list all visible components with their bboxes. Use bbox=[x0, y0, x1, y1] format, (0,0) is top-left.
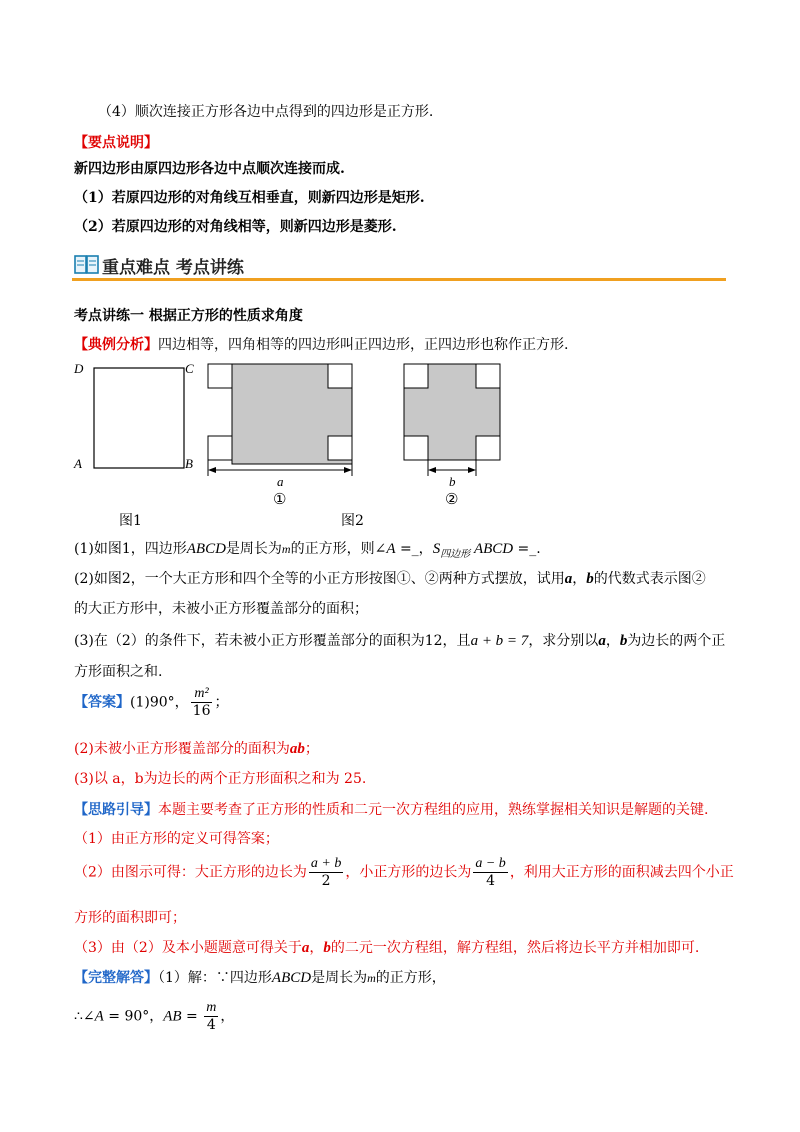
guide-2-prefix: （2）由图示可得：大正方形的边长为 bbox=[74, 864, 307, 881]
guide-2-line-2: 方形的面积即可； bbox=[74, 910, 186, 926]
answer-1-fraction bbox=[191, 686, 213, 719]
solution-2-mid: = 90°， bbox=[103, 1008, 164, 1025]
guide-2-frac1-den: 2 bbox=[321, 873, 331, 890]
section-title: 重点难点 考点讲练 bbox=[102, 258, 244, 278]
key-point-1: （1）若原四边形的对角线互相垂直，则新四边形是矩形. bbox=[74, 190, 425, 206]
q3-tail: 为边长的两个正 bbox=[627, 633, 726, 649]
solution-tag: 【完整解答】 bbox=[74, 970, 158, 986]
guide-2-frac2-num: a − b bbox=[473, 856, 507, 873]
guide-3 bbox=[74, 937, 699, 957]
solution-1-prefix: （1）解：∵四边形 bbox=[158, 970, 272, 986]
solution-1-abcd: ABCD bbox=[271, 970, 312, 986]
key-point-2: （2）若原四边形的对角线相等，则新四边形是菱形. bbox=[74, 219, 397, 235]
q2-b: b bbox=[586, 571, 594, 587]
key-points-tag: 【要点说明】 bbox=[74, 135, 158, 151]
q1-abcd: ABCD bbox=[186, 541, 226, 557]
answer-2-end: ； bbox=[304, 741, 319, 757]
guide-3-end: 的二元一次方程组，解方程组，然后将边长平方并相加即可. bbox=[330, 940, 700, 956]
small-square bbox=[476, 364, 500, 388]
q2-comma: ， bbox=[572, 571, 587, 587]
solution-2-den: 4 bbox=[206, 1017, 216, 1034]
q1-A: A bbox=[386, 541, 396, 557]
label-D: D bbox=[74, 361, 84, 376]
guide-3-comma: ， bbox=[309, 940, 324, 956]
small-square bbox=[476, 436, 500, 460]
answer-1-end: ； bbox=[214, 694, 229, 711]
figure-1-caption: 图1 bbox=[119, 513, 142, 529]
q2-a: a bbox=[564, 571, 573, 587]
figure-2-2 bbox=[400, 362, 510, 510]
item-4-text: （4）顺次连接正方形各边中点得到的四边形是正方形. bbox=[98, 104, 434, 120]
solution-2-AB: AB bbox=[163, 1008, 182, 1025]
figure-1 bbox=[68, 358, 198, 478]
answer-2-text: (2)未被小正方形覆盖部分的面积为 bbox=[74, 741, 290, 757]
section-underline bbox=[72, 278, 726, 281]
key-points-intro: 新四边形由原四边形各边中点顺次连接而成. bbox=[74, 161, 345, 177]
q1-mid2: 的正方形，则∠ bbox=[290, 541, 387, 557]
example-line bbox=[74, 334, 568, 354]
guide-2-fraction-2 bbox=[473, 856, 507, 889]
small-square bbox=[208, 436, 232, 460]
guide-tag: 【思路引导】 bbox=[74, 802, 158, 818]
example-text: 四边相等，四角相等的四边形叫正四边形，正四边形也称作正方形. bbox=[158, 337, 569, 353]
solution-line-1 bbox=[74, 967, 446, 987]
q1-mid: 是周长为 bbox=[225, 541, 282, 557]
figure-2-1 bbox=[204, 362, 360, 510]
circle-1-label: ① bbox=[273, 492, 287, 508]
solution-1-mid: 是周长为 bbox=[311, 970, 368, 986]
guide-3-prefix: （3）由（2）及本小题题意可得关于 bbox=[74, 940, 302, 956]
q3-a: a bbox=[598, 633, 606, 649]
answer-1-text: (1)90°， bbox=[130, 694, 189, 711]
q3-comma: ， bbox=[605, 633, 620, 649]
guide-2-line-1 bbox=[74, 856, 734, 889]
label-C: C bbox=[185, 361, 194, 376]
solution-2-fraction bbox=[204, 1000, 218, 1033]
q2-end: 的代数式表示图② bbox=[593, 571, 706, 587]
book-icon bbox=[74, 253, 100, 277]
q1-blank1: =_， bbox=[395, 541, 433, 557]
solution-2-eq: = bbox=[181, 1008, 203, 1025]
small-square bbox=[208, 364, 232, 388]
square-abcd bbox=[94, 368, 184, 468]
answer-2-var: ab bbox=[289, 741, 305, 757]
answer-line-3: (3)以 a，b为边长的两个正方形面积之和为 25. bbox=[74, 771, 367, 787]
q3-end: ，求分别以 bbox=[528, 633, 599, 649]
label-A: A bbox=[74, 456, 82, 471]
example-tag: 【典例分析】 bbox=[74, 337, 158, 353]
guide-2-mid: ，小正方形的边长为 bbox=[345, 864, 472, 881]
small-square bbox=[404, 364, 428, 388]
question-2-line-2: 的大正方形中，未被小正方形覆盖部分的面积； bbox=[74, 601, 368, 617]
solution-2-A: A bbox=[94, 1008, 104, 1025]
q1-prefix: (1)如图1，四边形 bbox=[74, 541, 187, 557]
label-B: B bbox=[185, 456, 193, 471]
guide-line bbox=[74, 799, 708, 819]
label-b: b bbox=[449, 474, 456, 489]
solution-2-prefix: ∴∠ bbox=[74, 1008, 95, 1025]
solution-2-num: m bbox=[204, 1000, 218, 1017]
q1-m: m bbox=[281, 542, 291, 556]
guide-text: 本题主要考查了正方形的性质和二元一次方程组的应用，熟练掌握相关知识是解题的关键. bbox=[158, 802, 709, 818]
guide-2-frac2-den: 4 bbox=[486, 873, 496, 890]
answer-1-denominator: 16 bbox=[192, 703, 211, 720]
question-2-line-1 bbox=[74, 568, 706, 588]
solution-1-m: m bbox=[367, 971, 376, 985]
solution-line-2 bbox=[74, 1000, 234, 1033]
q3-equation: a + b = 7 bbox=[470, 633, 529, 649]
question-3-line-2: 方形面积之和. bbox=[74, 664, 163, 680]
answer-line-1 bbox=[74, 686, 228, 719]
section-header bbox=[72, 250, 726, 282]
guide-2-frac1-num: a + b bbox=[309, 856, 343, 873]
q2-text: (2)如图2，一个大正方形和四个全等的小正方形按图①、②两种方式摆放，试用 bbox=[74, 571, 565, 587]
q1-abcd2: ABCD bbox=[470, 541, 514, 557]
q3-b: b bbox=[619, 633, 628, 649]
guide-3-a: a bbox=[301, 940, 310, 956]
small-square bbox=[328, 364, 352, 388]
figure-2-caption: 图2 bbox=[341, 513, 364, 529]
solution-1-end: 的正方形， bbox=[375, 970, 446, 986]
small-square bbox=[404, 436, 428, 460]
small-square bbox=[328, 436, 352, 460]
question-3-line-1 bbox=[74, 630, 725, 650]
answer-tag: 【答案】 bbox=[74, 694, 130, 711]
answer-line-2 bbox=[74, 738, 319, 758]
answer-1-numerator: m² bbox=[191, 686, 213, 703]
guide-2-fraction-1 bbox=[309, 856, 343, 889]
guide-3-b: b bbox=[323, 940, 331, 956]
q1-sub: 四边形 bbox=[440, 548, 471, 560]
q1-blank2: =_. bbox=[513, 541, 541, 557]
question-1 bbox=[74, 538, 541, 560]
guide-2-end: ，利用大正方形的面积减去四个小正 bbox=[509, 864, 734, 881]
guide-1: （1）由正方形的定义可得答案； bbox=[74, 831, 279, 847]
circle-2-label: ② bbox=[445, 492, 459, 508]
topic-title: 考点讲练一 根据正方形的性质求角度 bbox=[74, 308, 303, 324]
label-a: a bbox=[277, 474, 284, 489]
q3-text: (3)在（2）的条件下，若未被小正方形覆盖部分的面积为12，且 bbox=[74, 633, 471, 649]
solution-2-end: ， bbox=[220, 1008, 235, 1025]
q1-S: S bbox=[432, 541, 441, 557]
